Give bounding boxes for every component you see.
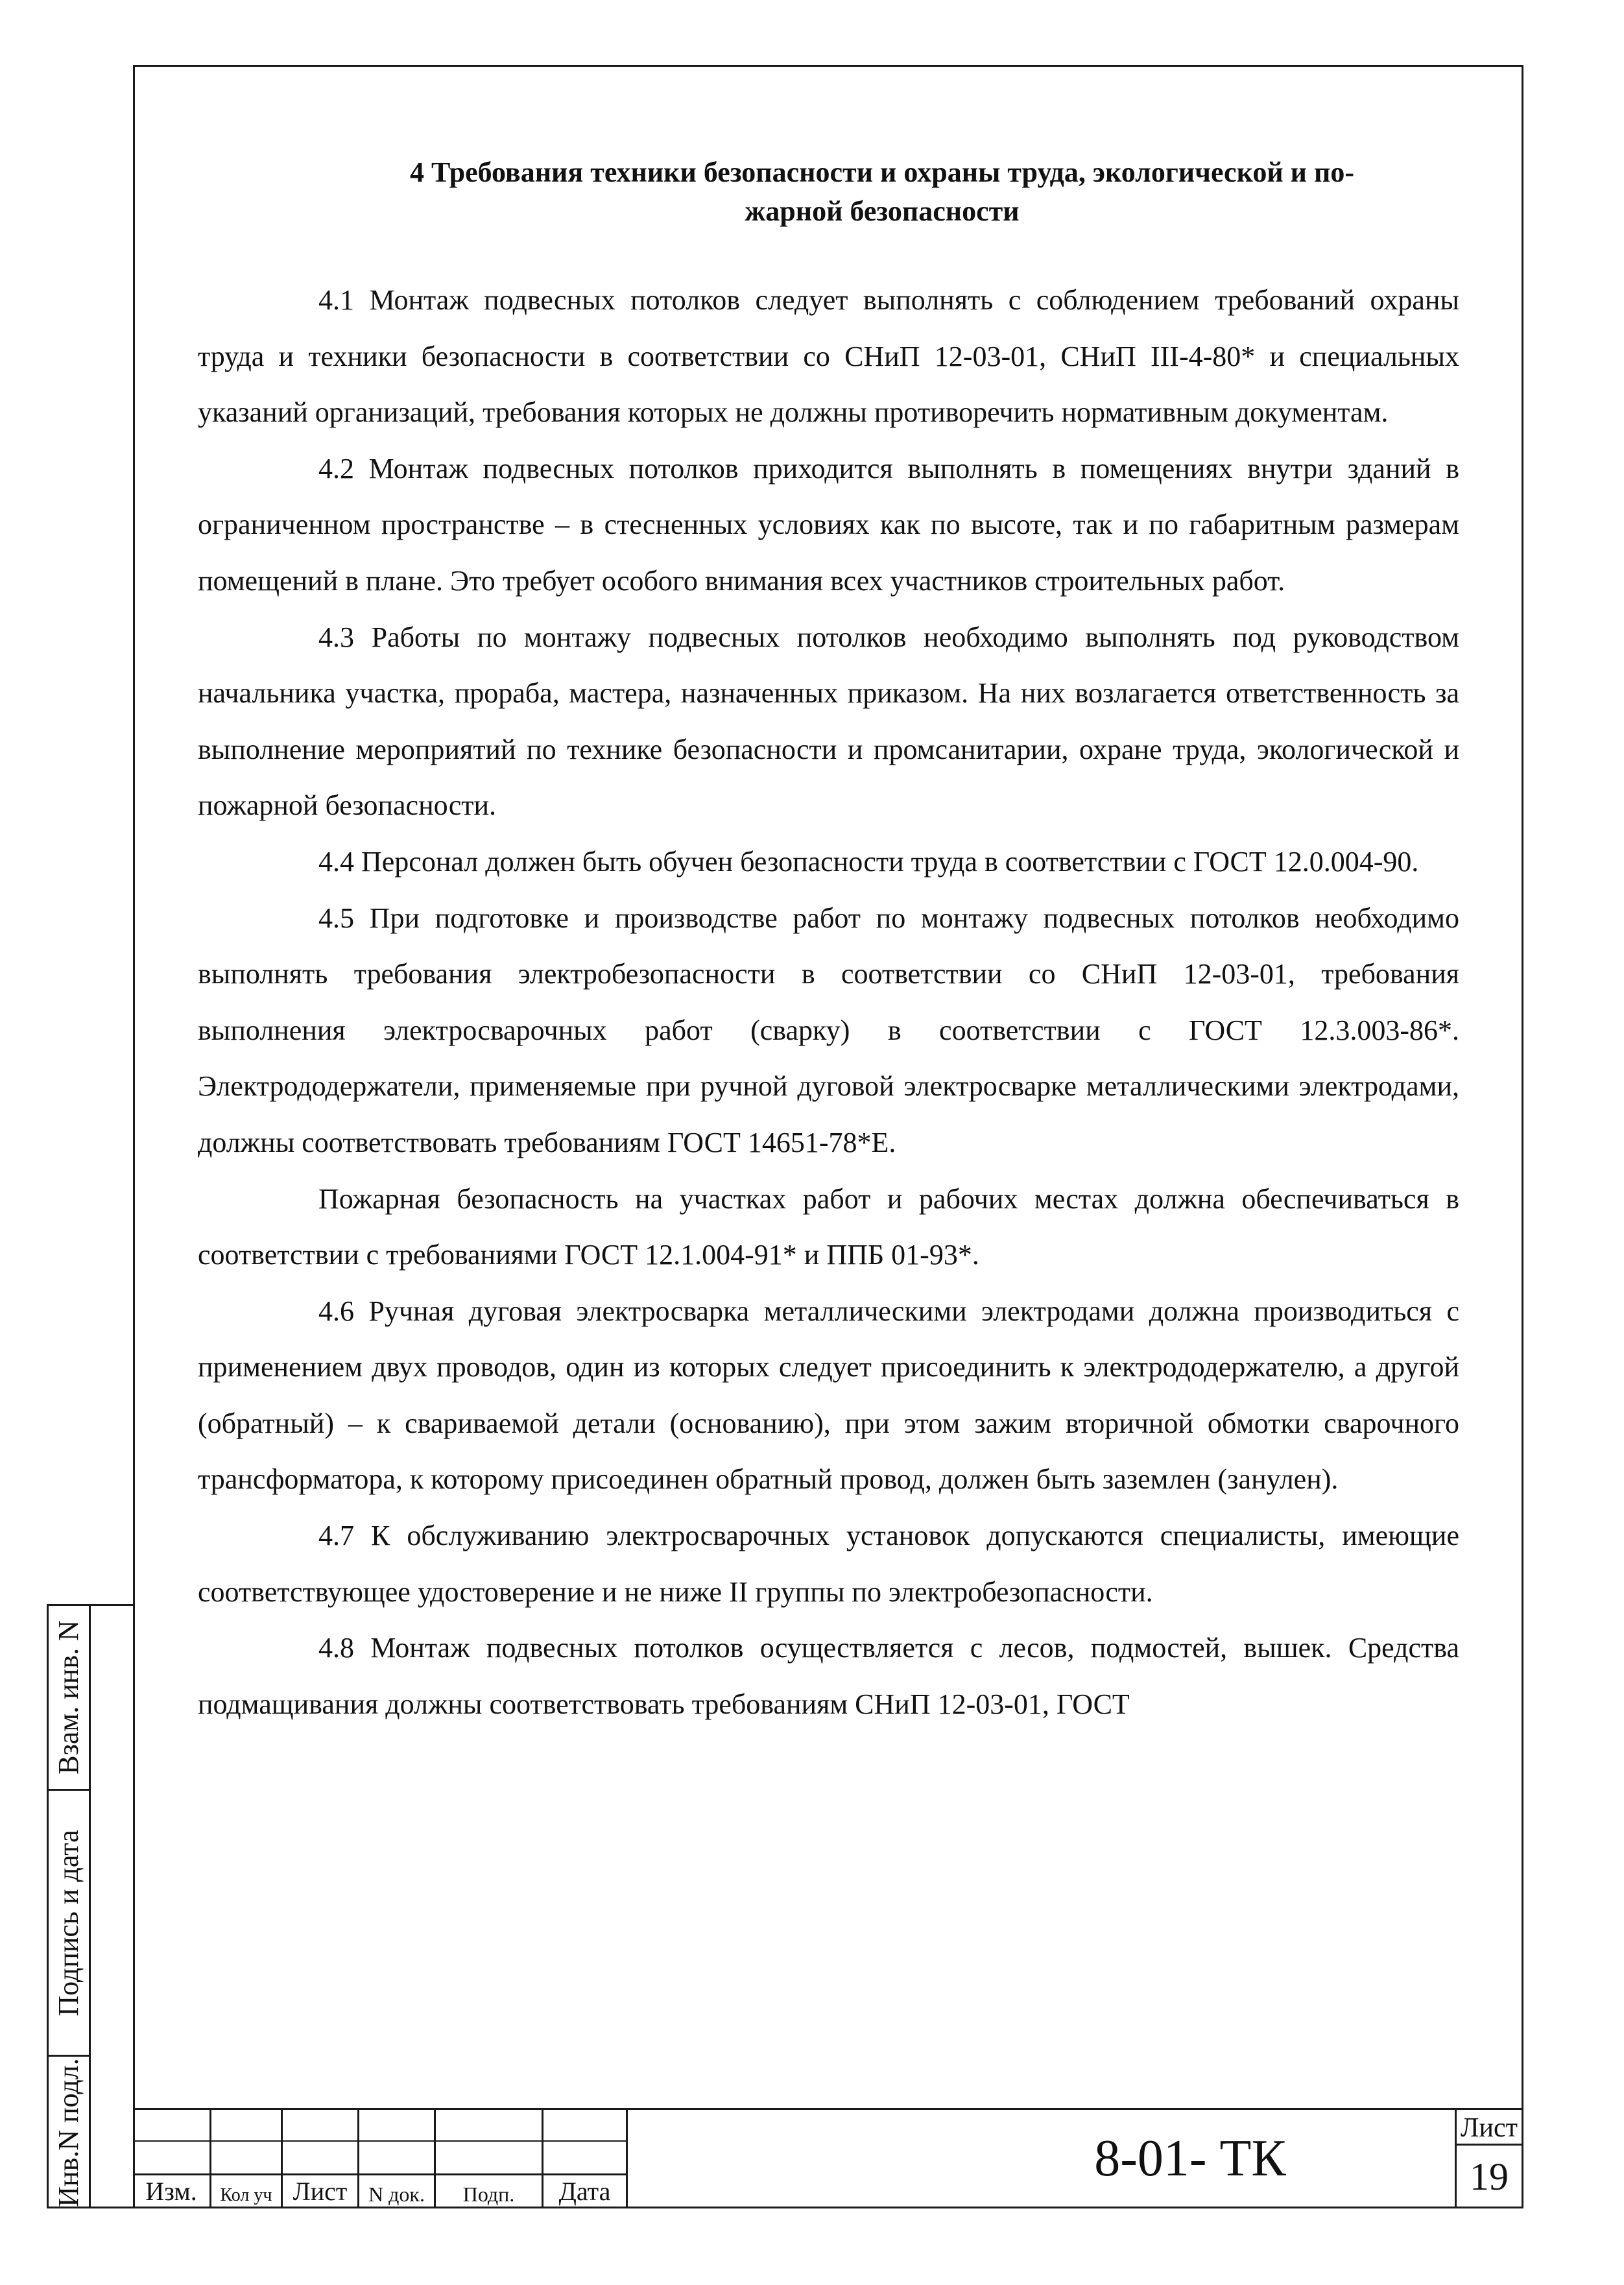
paragraph-4-7: 4.7 К обслуживанию электросварочных установок допускаются специалисты, имеющие соответствующее удостоверение и не ниже II группы по электробезопасности. bbox=[198, 1520, 1459, 1608]
tb-caption-date: Дата bbox=[558, 2177, 611, 2206]
tb-caption-change: Изм. bbox=[145, 2177, 197, 2206]
document-code: 8-01- ТК bbox=[1094, 2130, 1286, 2187]
sheet-number: 19 bbox=[1470, 2155, 1509, 2198]
tb-line-top bbox=[133, 2108, 1523, 2110]
side-cell-inv-original bbox=[49, 2057, 89, 2208]
sheet-label: Лист bbox=[1461, 2113, 1518, 2143]
side-label-signature-date: Подпись и дата bbox=[53, 1829, 84, 2016]
paragraph-4-4: 4.4 Персонал должен быть обучен безопасности труда в соответствии с ГОСТ 12.0.004-90. bbox=[318, 845, 1419, 878]
paragraph-4-3: 4.3 Работы по монтажу подвесных потолков необходимо выполнять под руководством начальника участка, прораба, мастера, назначенных приказом. На них возлагается ответственность за выполнение мероприятий по технике безопасности и промсанитарии, охране труда, экологической и пожарной безопасности. bbox=[198, 621, 1459, 822]
tb-line-row-1 bbox=[133, 2140, 626, 2142]
side-label-replaced-inv: Взам. инв. N bbox=[53, 1620, 84, 1775]
tb-caption-signature: Подп. bbox=[462, 2183, 515, 2206]
body-text bbox=[198, 272, 1459, 1732]
side-cell-replaced-inv bbox=[49, 1606, 89, 1791]
section-heading-line-2: жарной безопасности bbox=[745, 195, 1020, 227]
tb-caption-count: Кол уч bbox=[220, 2185, 272, 2205]
tb-caption-sheet: Лист bbox=[293, 2177, 348, 2206]
paragraph-4-1: 4.1 Монтаж подвесных потолков следует выполнять с соблюдением требований охраны труда и техники безопасности в соответствии со СНиП 12-03-01, СНиП III-4-80* и специальных указаний организаций, требования которых не должны противоречить нормативным документам. bbox=[198, 284, 1459, 429]
side-cell-signature-date bbox=[49, 1791, 89, 2057]
section-heading-line-1: 4 Требования техники безопасности и охраны труда, экологической и по- bbox=[409, 156, 1355, 188]
paragraph-4-8: 4.8 Монтаж подвесных потолков осуществляется с лесов, подмостей, вышек. Средства подмащивания должны соответствовать требованиям СНиП 12-03-01, ГОСТ bbox=[198, 1632, 1459, 1720]
section-heading bbox=[285, 153, 1479, 231]
paragraph-4-2: 4.2 Монтаж подвесных потолков приходится выполнять в помещениях внутри зданий в ограниченном пространстве – в стесненных условиях как по высоте, так и по габаритным размерам помещений в плане. Это требует особого внимания всех участников строительных работ. bbox=[198, 452, 1459, 597]
side-label-inv-original: Инв.N подл. bbox=[53, 2058, 84, 2207]
side-stamp-divider bbox=[89, 1606, 91, 2207]
paragraph-fire-safety: Пожарная безопасность на участках работ и рабочих местах должна обеспечиваться в соответствии с требованиями ГОСТ 12.1.004-91* и ППБ 01-93*. bbox=[198, 1182, 1459, 1271]
side-stamp bbox=[47, 1604, 133, 2208]
paragraph-4-6: 4.6 Ручная дуговая электросварка металлическими электродами должна производиться с применением двух проводов, один из которых следует присоединить к электрододержателю, а другой (обратный) – к свариваемой детали (основанию), при этом зажим вторичной обмотки сварочного трансформатора, к которому присоединен обратный провод, должен быть заземлен (занулен). bbox=[198, 1295, 1459, 1496]
title-block bbox=[133, 2108, 1523, 2208]
tb-line-row-2 bbox=[133, 2173, 626, 2175]
tb-line-sheet-divider bbox=[1455, 2144, 1523, 2146]
tb-caption-doc-number: N док. bbox=[368, 2183, 425, 2206]
paragraph-4-5: 4.5 При подготовке и производстве работ по монтажу подвесных потолков необходимо выполнять требования электробезопасности в соответствии со СНиП 12-03-01, требования выполнения электросварочных работ (сварку) в соответствии с ГОСТ 12.3.003-86*. Электрододержатели, применяемые при ручной дуговой электросварке металлическими электродами, должны соответствовать требованиям ГОСТ 14651-78*Е. bbox=[198, 902, 1459, 1158]
tb-vline-6 bbox=[626, 2108, 628, 2208]
